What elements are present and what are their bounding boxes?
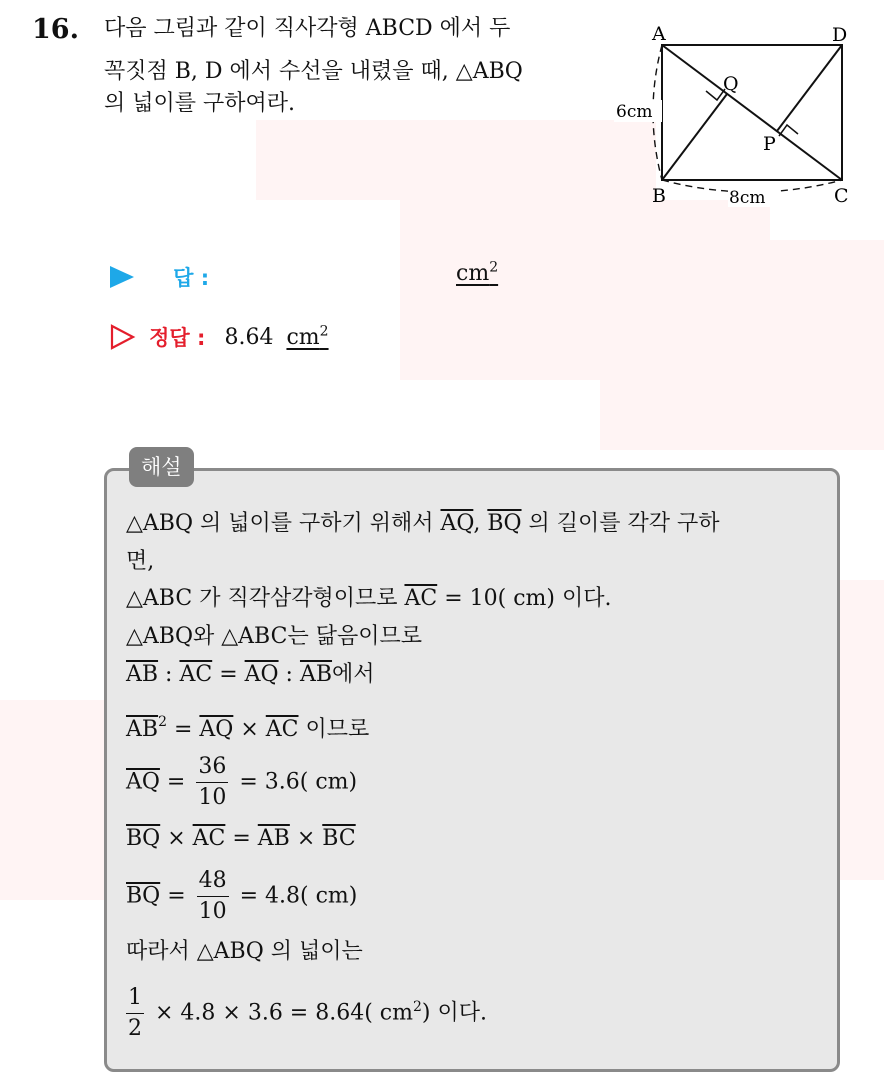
label-q: Q xyxy=(723,73,739,95)
rectangle-figure xyxy=(610,20,870,215)
label-b: B xyxy=(652,185,666,207)
solution-line-3: △ABC 가 직각삼각형이므로 $\overline{AC} = 10$( cm) 이다. xyxy=(126,586,612,611)
solution-line-9: $\overline{BQ}$ = $\frac{48}{10}$ = 4.8( cm) xyxy=(126,866,357,927)
correct-answer-unit: $cm^2$ xyxy=(286,323,329,351)
solution-tag: 해설 xyxy=(129,447,194,487)
solution-line-10: 따라서 △ABQ 의 넓이는 xyxy=(126,939,363,964)
answer-unit: $cm^2$ xyxy=(456,260,499,287)
label-width: 8cm xyxy=(729,188,766,208)
fraction-48-10: $\frac{48}{10}$ xyxy=(198,868,227,924)
question-text-line-2: 꼭짓점 B, D 에서 수선을 내렸을 때, △ABQ xyxy=(104,59,523,84)
label-d: D xyxy=(832,24,848,46)
fraction-1-2: $\frac{1}{2}$ xyxy=(128,984,142,1041)
perpendicular-bq xyxy=(662,94,727,180)
correct-answer-label: 정답 : xyxy=(149,326,206,350)
label-c: C xyxy=(834,185,849,207)
label-height: 6cm xyxy=(616,102,653,122)
question-text-line-1: 다음 그림과 같이 직사각형 ABCD 에서 두 xyxy=(104,16,511,41)
solution-line-2: 면, xyxy=(126,549,155,574)
question-number: 16. xyxy=(32,14,79,45)
correct-answer-row xyxy=(110,322,329,352)
label-a: A xyxy=(652,23,666,45)
solution-line-5: $\overline{AB}$ : $\overline{AC} = \overline{AQ}$ : $\overline{AB}$에서 xyxy=(126,662,375,687)
perpendicular-dp xyxy=(777,45,842,131)
solution-line-4: △ABQ와 △ABC는 닮음이므로 xyxy=(126,624,422,649)
solution-line-8: $\overline{BQ} \times \overline{AC} = \overline{AB} \times \overline{BC}$ xyxy=(126,826,356,851)
answer-label: 답 : xyxy=(173,266,210,290)
solution-line-6: $\overline{AB}^2 = \overline{AQ} \times \overline{AC}$ 이므로 xyxy=(126,714,370,742)
solution-line-7: $\overline{AQ}$ = $\frac{36}{10}$ = 3.6( cm) xyxy=(126,752,357,813)
label-p: P xyxy=(763,133,776,155)
question-text-line-3: 의 넓이를 구하여라. xyxy=(104,91,295,116)
fraction-36-10: $\frac{36}{10}$ xyxy=(198,754,227,810)
solution-line-11: $\frac{1}{2}$ × 4.8 × 3.6 = 8.64( $cm^2$) 이다. xyxy=(126,977,487,1044)
diagonal-ac xyxy=(662,45,842,180)
answer-row xyxy=(110,262,209,292)
solution-line-1: △ABQ 의 넓이를 구하기 위해서 $\overline{AQ}$, $\overline{BQ}$ 의 길이를 각각 구하 xyxy=(126,511,720,536)
play-triangle-icon xyxy=(110,266,134,288)
correct-answer-value: 8.64 xyxy=(224,325,274,351)
outline-triangle-icon xyxy=(110,324,136,350)
